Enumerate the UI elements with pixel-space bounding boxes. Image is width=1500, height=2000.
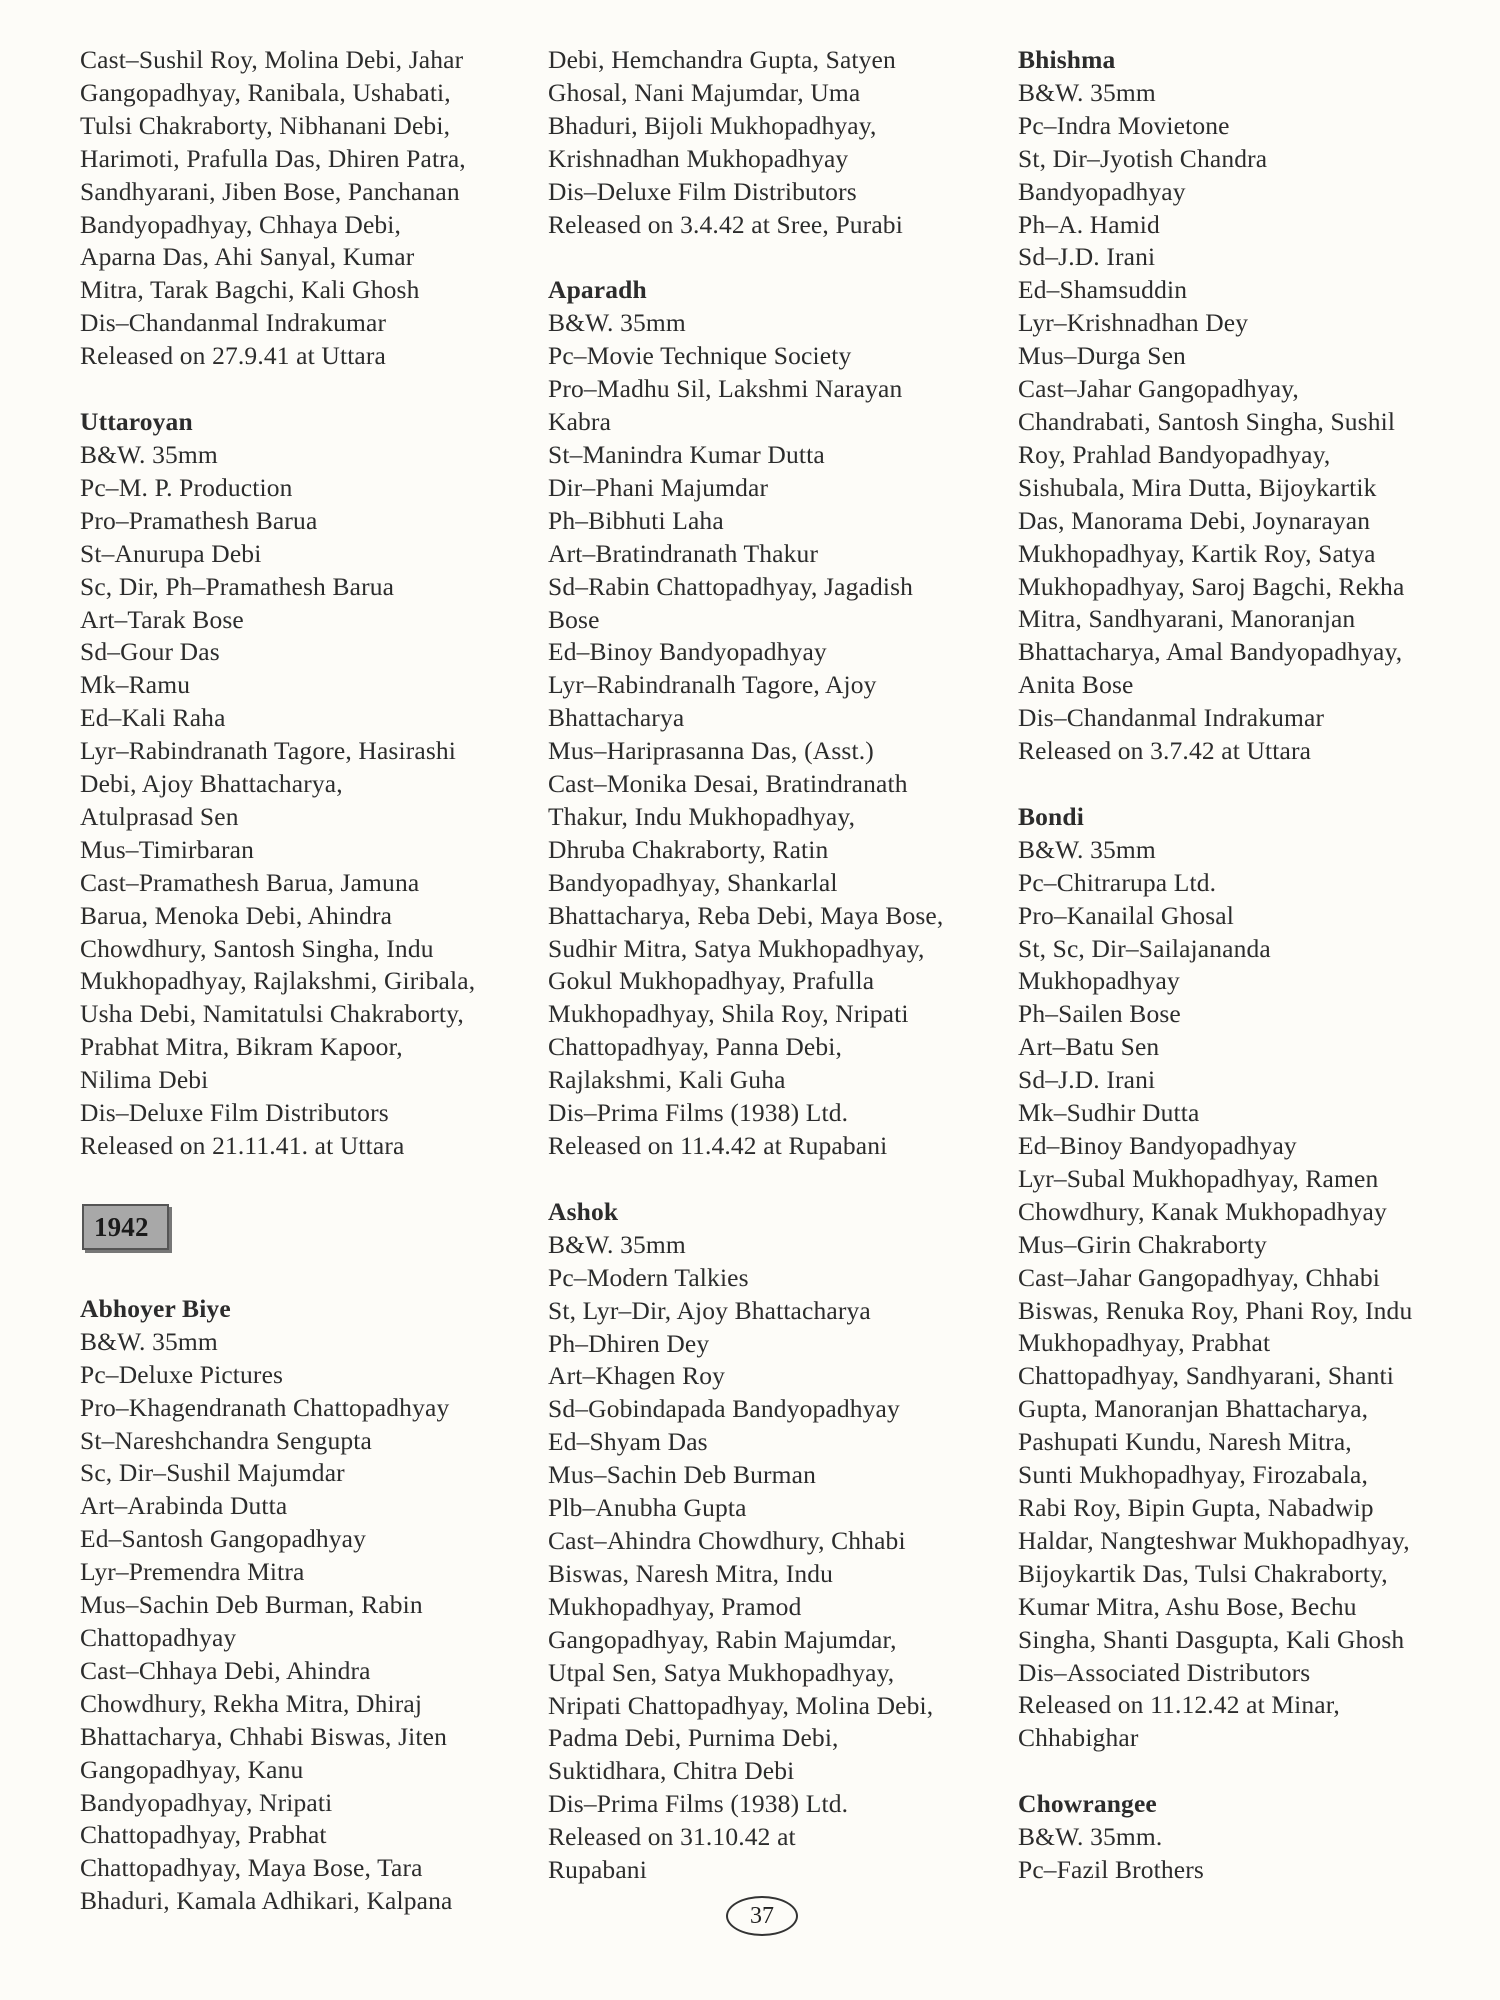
credit-line: Bandyopadhyay, Shankarlal <box>548 867 838 897</box>
entry-gap <box>80 1260 520 1293</box>
credit-line: St–Anurupa Debi <box>80 538 262 568</box>
credit-line: Sudhir Mitra, Satya Mukhopadhyay, <box>548 933 925 963</box>
credit-line: Pro–Kanailal Ghosal <box>1018 900 1235 930</box>
credit-line: Dis–Deluxe Film Distributors <box>80 1098 389 1128</box>
film-entry <box>1018 801 1468 1755</box>
credit-line: Lyr–Subal Mukhopadhyay, Ramen <box>1018 1163 1379 1193</box>
credit-line: Das, Manorama Debi, Joynarayan <box>1018 505 1371 535</box>
credit-line: Released on 21.11.41. at Uttara <box>80 1131 405 1160</box>
credit-line: Sd–J.D. Irani <box>1018 1065 1156 1095</box>
credit-line: Mitra, Sandhyarani, Manoranjan <box>1018 604 1356 634</box>
entry-gap <box>1018 768 1468 801</box>
year-heading: 1942 <box>82 1204 169 1250</box>
credit-line: Art–Batu Sen <box>1018 1032 1160 1062</box>
film-title: Bhishma <box>1018 45 1116 74</box>
credit-line: Gangopadhyay, Ranibala, Ushabati, <box>80 77 451 107</box>
credit-line: Chattopadhyay, Panna Debi, <box>548 1032 843 1062</box>
credit-line: Atulprasad Sen <box>80 801 239 831</box>
credit-line: Kumar Mitra, Ashu Bose, Bechu <box>1018 1591 1357 1621</box>
credit-line: Tulsi Chakraborty, Nibhanani Debi, <box>80 110 451 140</box>
column-1 <box>80 44 520 1918</box>
credit-line: Biswas, Renuka Roy, Phani Roy, Indu <box>1018 1295 1413 1325</box>
credit-line: Bhattacharya, Amal Bandyopadhyay, <box>1018 637 1403 667</box>
credit-line: Sunti Mukhopadhyay, Firozabala, <box>1018 1460 1369 1490</box>
credit-line: Pc–Movie Technique Society <box>548 341 852 371</box>
credit-line: Ed–Binoy Bandyopadhyay <box>548 637 827 667</box>
film-entry <box>548 1196 988 1887</box>
credit-line: Thakur, Indu Mukhopadhyay, <box>548 801 856 831</box>
film-title: Chowrangee <box>1018 1789 1157 1819</box>
credit-line: Dis–Chandanmal Indrakumar <box>80 308 387 338</box>
credit-line: Chowdhury, Kanak Mukhopadhyay <box>1018 1196 1387 1226</box>
credit-line: Sd–J.D. Irani <box>1018 242 1156 272</box>
credit-line: Plb–Anubha Gupta <box>548 1493 747 1523</box>
credit-line: Chowdhury, Rekha Mitra, Dhiraj <box>80 1688 423 1718</box>
credit-line: Sd–Gobindapada Bandyopadhyay <box>548 1394 900 1424</box>
year-heading-wrap <box>80 1196 520 1260</box>
film-entry <box>80 406 520 1163</box>
entry-gap <box>548 1163 988 1196</box>
credit-line: Chattopadhyay, Prabhat <box>80 1820 327 1850</box>
credit-line: Pashupati Kundu, Naresh Mitra, <box>1018 1427 1352 1457</box>
credit-line: Sandhyarani, Jiben Bose, Panchanan <box>80 176 460 206</box>
credit-line: Mitra, Tarak Bagchi, Kali Ghosh <box>80 275 420 305</box>
credit-line: Debi, Ajoy Bhattacharya, <box>80 769 343 799</box>
credit-line: Bandyopadhyay, Chhaya Debi, <box>80 209 402 239</box>
credit-line: Art–Arabinda Dutta <box>80 1491 288 1521</box>
credit-line: St, Sc, Dir–Sailajananda <box>1018 933 1271 963</box>
credit-line: Pc–Fazil Brothers <box>1018 1855 1204 1885</box>
entry-gap <box>80 373 520 406</box>
credit-line: Ed–Shyam Das <box>548 1427 708 1457</box>
credit-line: Dis–Prima Films (1938) Ltd. <box>548 1098 849 1128</box>
entry-gap <box>1018 1755 1468 1788</box>
credit-line: Kabra <box>548 407 612 437</box>
credit-line: Anita Bose <box>1018 670 1134 700</box>
credit-line: St–Manindra Kumar Dutta <box>548 439 825 469</box>
credit-line: Ph–Sailen Bose <box>1018 999 1181 1029</box>
credit-line: Padma Debi, Purnima Debi, <box>548 1723 839 1753</box>
credit-line: Bhattacharya, Chhabi Biswas, Jiten <box>80 1721 447 1751</box>
credit-line: Suktidhara, Chitra Debi <box>548 1756 795 1786</box>
credit-line: Sc, Dir, Ph–Pramathesh Barua <box>80 571 395 601</box>
credit-line: Cast–Sushil Roy, Molina Debi, Jahar <box>80 45 464 74</box>
credit-line: Released on 31.10.42 at <box>548 1822 796 1852</box>
page-number: 37 <box>726 1896 798 1936</box>
credit-line: Lyr–Rabindranath Tagore, Hasirashi <box>80 736 457 766</box>
film-entry <box>80 44 520 373</box>
credit-line: Gangopadhyay, Rabin Majumdar, <box>548 1624 897 1654</box>
credit-line: Mukhopadhyay, Shila Roy, Nripati <box>548 999 909 1029</box>
credit-line: Mus–Timirbaran <box>80 834 255 864</box>
credit-line: Art–Khagen Roy <box>548 1361 726 1391</box>
credit-line: Released on 11.12.42 at Minar, <box>1018 1690 1340 1720</box>
credit-line: Rajlakshmi, Kali Guha <box>548 1065 786 1095</box>
credit-line: Ed–Kali Raha <box>80 703 226 733</box>
credit-line: Bandyopadhyay <box>1018 176 1186 206</box>
credit-line: Mk–Sudhir Dutta <box>1018 1098 1200 1128</box>
credit-line: Aparna Das, Ahi Sanyal, Kumar <box>80 242 415 272</box>
credit-line: Usha Debi, Namitatulsi Chakraborty, <box>80 999 464 1029</box>
credit-line: Bhaduri, Bijoli Mukhopadhyay, <box>548 110 877 140</box>
credit-line: Dis–Associated Distributors <box>1018 1657 1311 1687</box>
credit-line: Dis–Chandanmal Indrakumar <box>1018 703 1325 733</box>
credit-line: Pro–Madhu Sil, Lakshmi Narayan <box>548 374 903 404</box>
credit-line: Bhattacharya, Reba Debi, Maya Bose, <box>548 900 944 930</box>
credit-line: Gupta, Manoranjan Bhattacharya, <box>1018 1394 1369 1424</box>
credit-line: B&W. 35mm <box>548 1229 686 1259</box>
credit-line: Dis–Deluxe Film Distributors <box>548 176 857 206</box>
credit-line: Mukhopadhyay, Rajlakshmi, Giribala, <box>80 966 476 996</box>
credit-line: Lyr–Premendra Mitra <box>80 1557 305 1587</box>
credit-line: Mukhopadhyay, Pramod <box>548 1591 802 1621</box>
credit-line: Ed–Binoy Bandyopadhyay <box>1018 1131 1297 1160</box>
credit-line: Mus–Hariprasanna Das, (Asst.) <box>548 736 874 766</box>
credit-line: Dhruba Chakraborty, Ratin <box>548 834 829 864</box>
credit-line: St, Dir–Jyotish Chandra <box>1018 143 1268 173</box>
credit-line: Bose <box>548 604 600 634</box>
credit-line: B&W. 35mm. <box>1018 1822 1163 1852</box>
credit-line: Sc, Dir–Sushil Majumdar <box>80 1458 345 1488</box>
credit-line: B&W. 35mm <box>80 1326 218 1356</box>
credit-line: Singha, Shanti Dasgupta, Kali Ghosh <box>1018 1624 1405 1654</box>
credit-line: B&W. 35mm <box>1018 834 1156 864</box>
credit-line: Mus–Girin Chakraborty <box>1018 1229 1267 1259</box>
credit-line: Chattopadhyay <box>80 1622 237 1652</box>
credit-line: Cast–Monika Desai, Bratindranath <box>548 769 908 799</box>
credit-line: Released on 3.4.42 at Sree, Purabi <box>548 209 903 239</box>
credit-line: Mus–Sachin Deb Burman, Rabin <box>80 1590 423 1620</box>
credit-line: Haldar, Nangteshwar Mukhopadhyay, <box>1018 1525 1410 1555</box>
film-title: Ashok <box>548 1196 619 1226</box>
entry-gap <box>80 1163 520 1196</box>
credit-line: Debi, Hemchandra Gupta, Satyen <box>548 45 896 74</box>
credit-line: Sd–Rabin Chattopadhyay, Jagadish <box>548 571 914 601</box>
credit-line: St–Nareshchandra Sengupta <box>80 1425 372 1455</box>
credit-line: Pro–Khagendranath Chattopadhyay <box>80 1392 450 1422</box>
credit-line: Ph–Dhiren Dey <box>548 1328 710 1358</box>
credit-line: Sd–Gour Das <box>80 637 220 667</box>
credit-line: Art–Bratindranath Thakur <box>548 538 819 568</box>
film-title: Uttaroyan <box>80 407 193 437</box>
credit-line: Gangopadhyay, Kanu <box>80 1754 304 1784</box>
credit-line: Harimoti, Prafulla Das, Dhiren Patra, <box>80 143 466 173</box>
credit-line: Barua, Menoka Debi, Ahindra <box>80 900 393 930</box>
credit-line: Ed–Santosh Gangopadhyay <box>80 1524 367 1554</box>
film-entry <box>548 274 988 1162</box>
film-entry <box>1018 44 1468 768</box>
credit-line: Mukhopadhyay, Saroj Bagchi, Rekha <box>1018 571 1405 601</box>
credit-line: Cast–Ahindra Chowdhury, Chhabi <box>548 1525 906 1555</box>
credit-line: Utpal Sen, Satya Mukhopadhyay, <box>548 1657 895 1687</box>
credit-line: St, Lyr–Dir, Ajoy Bhattacharya <box>548 1295 871 1325</box>
credit-line: Bhaduri, Kamala Adhikari, Kalpana <box>80 1886 453 1916</box>
credit-line: Released on 27.9.41 at Uttara <box>80 341 387 371</box>
credit-line: Mukhopadhyay <box>1018 966 1180 996</box>
credit-line: Ph–Bibhuti Laha <box>548 505 724 535</box>
film-title: Aparadh <box>548 275 647 305</box>
credit-line: Nripati Chattopadhyay, Molina Debi, <box>548 1690 934 1720</box>
credit-line: Mukhopadhyay, Prabhat <box>1018 1328 1271 1358</box>
credit-line: Rupabani <box>548 1855 647 1885</box>
credit-line: B&W. 35mm <box>1018 77 1156 107</box>
credit-line: Cast–Pramathesh Barua, Jamuna <box>80 867 420 897</box>
credit-line: Released on 3.7.42 at Uttara <box>1018 736 1312 766</box>
credit-line: Released on 11.4.42 at Rupabani <box>548 1131 888 1160</box>
credit-line: Chattopadhyay, Maya Bose, Tara <box>80 1853 423 1883</box>
column-2 <box>548 44 988 1887</box>
film-entry <box>548 44 988 241</box>
credit-line: Mus–Durga Sen <box>1018 341 1186 371</box>
credit-line: Biswas, Naresh Mitra, Indu <box>548 1558 834 1588</box>
credit-line: Prabhat Mitra, Bikram Kapoor, <box>80 1032 403 1062</box>
film-title: Abhoyer Biye <box>80 1293 231 1323</box>
credit-line: Pc–Deluxe Pictures <box>80 1359 284 1389</box>
credit-line: Pc–Chitrarupa Ltd. <box>1018 867 1217 897</box>
credit-line: Chowdhury, Santosh Singha, Indu <box>80 933 434 963</box>
credit-line: Bijoykartik Das, Tulsi Chakraborty, <box>1018 1558 1388 1588</box>
credit-line: Pro–Pramathesh Barua <box>80 505 318 535</box>
credit-line: Gokul Mukhopadhyay, Prafulla <box>548 966 875 996</box>
credit-line: Dir–Phani Majumdar <box>548 472 769 502</box>
credit-line: Ghosal, Nani Majumdar, Uma <box>548 77 861 107</box>
credit-line: Art–Tarak Bose <box>80 604 244 634</box>
credit-line: Ed–Shamsuddin <box>1018 275 1188 305</box>
credit-line: Sishubala, Mira Dutta, Bijoykartik <box>1018 472 1377 502</box>
film-title: Bondi <box>1018 801 1084 831</box>
credit-line: Chattopadhyay, Sandhyarani, Shanti <box>1018 1361 1394 1391</box>
credit-line: Cast–Chhaya Debi, Ahindra <box>80 1655 371 1685</box>
credit-line: Mus–Sachin Deb Burman <box>548 1460 817 1490</box>
credit-line: Mukhopadhyay, Kartik Roy, Satya <box>1018 538 1376 568</box>
credit-line: Cast–Jahar Gangopadhyay, <box>1018 374 1299 404</box>
credit-line: Chandrabati, Santosh Singha, Sushil <box>1018 406 1396 436</box>
credit-line: Lyr–Krishnadhan Dey <box>1018 308 1249 338</box>
credit-line: Pc–Indra Movietone <box>1018 110 1230 140</box>
credit-line: Mk–Ramu <box>80 670 191 700</box>
column-3 <box>1018 44 1468 1887</box>
film-entry <box>1018 1788 1468 1887</box>
credit-line: Roy, Prahlad Bandyopadhyay, <box>1018 439 1331 469</box>
credit-line: Krishnadhan Mukhopadhyay <box>548 143 849 173</box>
credit-line: Cast–Jahar Gangopadhyay, Chhabi <box>1018 1262 1381 1292</box>
credit-line: B&W. 35mm <box>80 439 218 469</box>
credit-line: Chhabighar <box>1018 1723 1139 1753</box>
film-entry <box>80 1293 520 1918</box>
credit-line: Rabi Roy, Bipin Gupta, Nabadwip <box>1018 1492 1374 1522</box>
credit-line: Pc–Modern Talkies <box>548 1262 749 1292</box>
credit-line: Nilima Debi <box>80 1065 209 1095</box>
credit-line: B&W. 35mm <box>548 308 686 338</box>
entry-gap <box>548 241 988 274</box>
credit-line: Pc–M. P. Production <box>80 472 293 502</box>
credit-line: Dis–Prima Films (1938) Ltd. <box>548 1789 849 1819</box>
credit-line: Bandyopadhyay, Nripati <box>80 1787 333 1817</box>
credit-line: Ph–A. Hamid <box>1018 209 1160 239</box>
credit-line: Bhattacharya <box>548 703 685 733</box>
credit-line: Lyr–Rabindranalh Tagore, Ajoy <box>548 670 877 700</box>
